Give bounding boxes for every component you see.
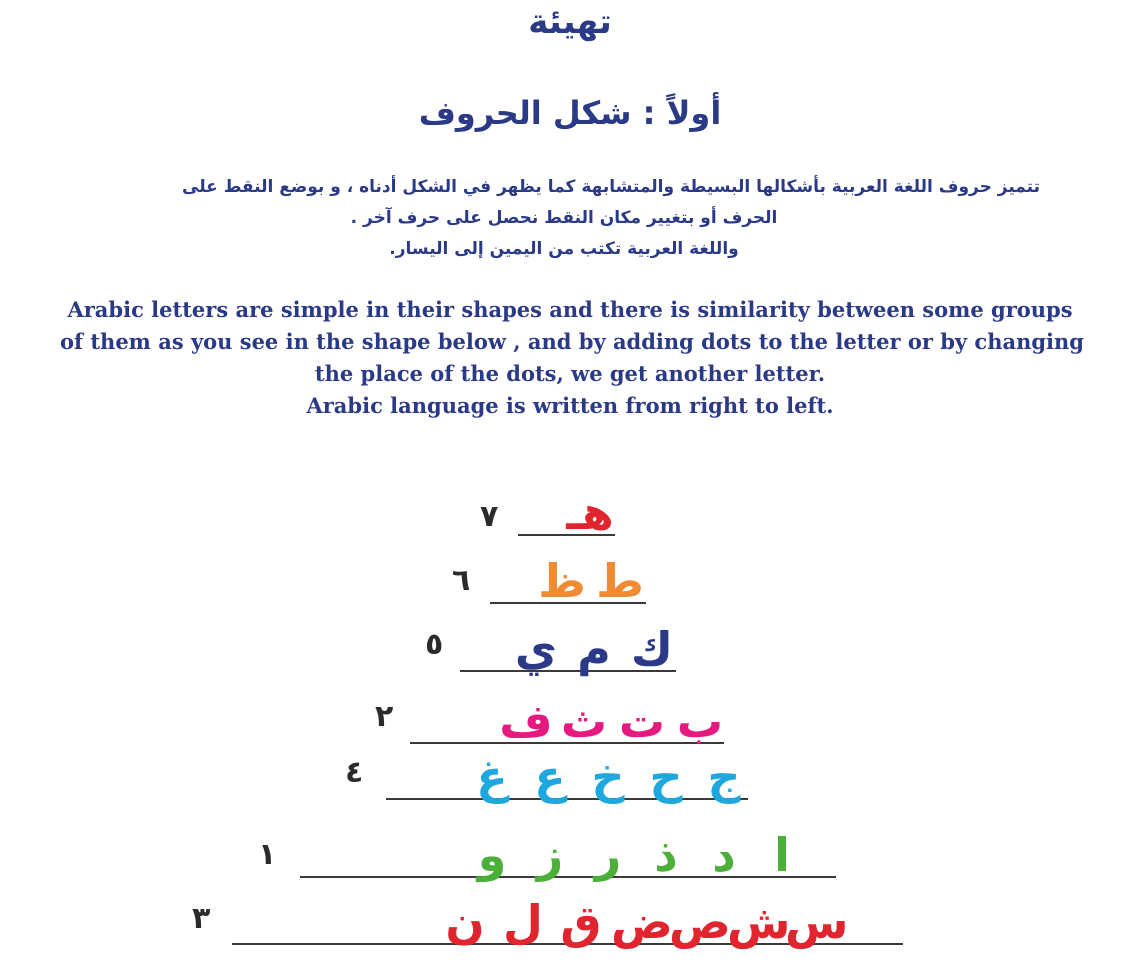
arabic-line: الحرف أو بتغيير مكان النقط نحصل على حرف آخر . [350, 208, 778, 228]
arabic-letter: ض [611, 895, 673, 949]
arabic-letter: ج [707, 750, 741, 804]
arabic-letter: غ [476, 750, 508, 804]
arabic-letter: ص [669, 895, 731, 949]
english-description [60, 294, 1084, 422]
arabic-letter: ا [774, 828, 790, 882]
group-number: ٢ [375, 699, 394, 734]
arabic-letter: س [785, 895, 849, 949]
arabic-letter: ب [676, 694, 724, 748]
arabic-letter: ف [499, 694, 553, 748]
arabic-description [88, 172, 1040, 265]
group-number: ١ [258, 837, 277, 872]
english-line: of them as you see in the shape below , and by adding dots to the letter or by changing [60, 329, 1084, 354]
arabic-letter: ظ [538, 554, 586, 608]
section-heading: أولاً : شكل الحروف [418, 94, 722, 132]
english-line: Arabic letters are simple in their shapes and there is similarity between some groups [67, 297, 1073, 322]
group-number: ٤ [345, 755, 364, 790]
group-number: ٦ [452, 563, 471, 598]
arabic-letter: ي [514, 622, 558, 676]
group-number: ٣ [192, 901, 211, 936]
arabic-letter: خ [591, 750, 625, 804]
page-title: تهيئة [528, 2, 612, 42]
arabic-letter: ل [503, 895, 543, 949]
english-line: the place of the dots, we get another letter. [314, 361, 826, 386]
arabic-letter: و [477, 828, 507, 882]
arabic-letter: ط [596, 554, 644, 608]
english-line: Arabic language is written from right to left. [306, 393, 834, 418]
arabic-letter: ق [560, 895, 602, 949]
arabic-letter: م [577, 622, 611, 676]
group-number: ٧ [480, 499, 499, 534]
arabic-letter: ر [594, 828, 622, 882]
arabic-letter: د [712, 828, 736, 882]
arabic-letter: ش [727, 895, 791, 949]
arabic-letter: ث [560, 694, 608, 748]
arabic-letter: ح [649, 750, 683, 804]
arabic-letter: ن [445, 895, 485, 949]
arabic-letter: هـ [566, 486, 614, 540]
arabic-letter: ز [536, 828, 564, 882]
arabic-letter: ت [618, 694, 666, 748]
arabic-line: واللغة العربية تكتب من اليمين إلى اليسار. [389, 239, 739, 259]
arabic-letter: ك [630, 622, 674, 676]
arabic-letter: ذ [654, 828, 678, 882]
group-number: ٥ [425, 627, 444, 662]
arabic-line: تتميز حروف اللغة العربية بأشكالها البسيطة والمتشابهة كما يظهر في الشكل أدناه ، و بوضع النقط على [182, 177, 1040, 197]
arabic-letter: ع [534, 750, 566, 804]
